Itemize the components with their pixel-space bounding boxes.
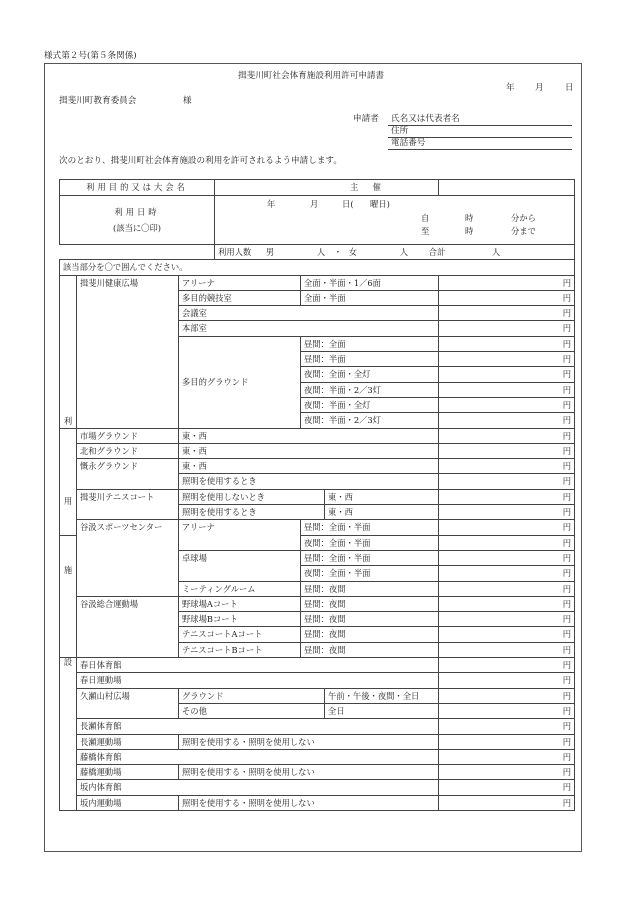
instruction: 該当部分を〇で囲んでください。 [60,260,575,275]
yen: 円 [439,520,575,535]
yen: 円 [439,749,575,764]
side-label-2 [60,428,77,535]
nagase-light-opts[interactable]: 照明を使用する・照明を使用しない [179,734,439,749]
yen: 円 [439,765,575,780]
yen: 円 [439,275,575,290]
kenko-multi-ground: 多目的グラウンド [179,336,301,428]
kenko-arena-opts[interactable]: 全面・半面・1／6面 [301,275,439,290]
yen: 円 [439,443,575,458]
date-input[interactable] [215,196,575,245]
kyuei-opts[interactable]: 東・西 [179,459,439,474]
side-label-2-text: 用 [63,496,73,507]
yen: 円 [439,535,575,550]
facility-kasuga-ground[interactable]: 春日運動場 [77,673,439,688]
yen: 円 [439,550,575,565]
kenko-multi-hall-opts[interactable]: 全面・半面 [301,290,439,305]
yen: 円 [439,459,575,474]
applicant-address-label: 住所 [391,126,409,136]
kitawa-opts[interactable]: 東・西 [179,443,439,458]
facility-fujihashi-ground: 藤橋運動場 [77,765,179,780]
sub-court-opts[interactable]: 昼間：夜間 [301,612,439,627]
date-field-hour-from: 時 [465,213,474,223]
count-label: 利用人数 [218,247,252,257]
facility-kenko: 揖斐川健康広場 [77,275,179,428]
purpose-input[interactable] [215,180,439,196]
kenko-multi-hall: 多目的競技室 [179,290,301,305]
facility-sakauchi-gym[interactable]: 坂内体育館 [77,780,439,795]
date-field-weekday: 曜日) [370,199,390,209]
yen: 円 [439,321,575,336]
facility-kasuga-gym[interactable]: 春日体育館 [77,658,439,673]
count-male: 男 [265,247,275,257]
side-label-3 [60,535,77,657]
date-field-hour-to: 時 [465,226,474,236]
date-month: 月 [535,83,544,93]
sub-court: 野球場Bコート [179,612,301,627]
ground-option[interactable]: 昼間：半面 [301,352,439,367]
ichiba-opts[interactable]: 東・西 [179,428,439,443]
ground-option[interactable]: 夜間：半面・2／3灯 [301,413,439,428]
side-label-4 [60,658,77,811]
yen: 円 [439,795,575,810]
kuse-ground: グラウンド [179,688,325,703]
date-label: 利用日時 [114,206,160,217]
yen: 円 [439,306,575,321]
application-table [59,179,575,811]
applicant-label: 申請者 [353,114,379,124]
kuse-other: その他 [179,703,325,718]
addressee: 揖斐川町教育委員会 [59,96,137,106]
facility-tanigumi-ground: 谷汲総合運動場 [77,596,179,657]
tanigumi-arena-day[interactable]: 昼間：全面・半面 [301,520,439,535]
yen: 円 [439,719,575,734]
sponsor-input[interactable] [439,180,575,196]
count-total-unit: 人 [491,247,501,257]
yen: 円 [439,627,575,642]
sub-court: テニスコートBコート [179,642,301,657]
form-number: 様式第２号(第５条関係) [44,51,137,61]
yen: 円 [439,489,575,504]
date-field-min-from: 分から [511,213,536,223]
yen: 円 [439,367,575,382]
facility-nagase-ground: 長瀬運動場 [77,734,179,749]
yen: 円 [439,612,575,627]
kyuei-light[interactable]: 照明を使用するとき [179,474,439,489]
table-tennis-day[interactable]: 昼間：全面・半面 [301,550,439,565]
facility-kuse: 久瀬山村広場 [77,688,179,719]
yen: 円 [439,596,575,611]
yen: 円 [439,581,575,596]
sub-court: 野球場Aコート [179,596,301,611]
facility-tennis: 揖斐川テニスコート [77,489,179,520]
date-label-cell [60,196,215,245]
tanigumi-arena-night[interactable]: 夜間：全面・半面 [301,535,439,550]
purpose-label: 利用目的又は大会名 [60,180,215,196]
tanigumi-table-tennis: 卓球場 [179,550,301,581]
yen: 円 [439,673,575,688]
honorific: 様 [183,96,192,106]
intro-text: 次のとおり、揖斐川町社会体育施設の利用を許可されるよう申請します。 [59,156,342,166]
ground-option[interactable]: 夜間：全面・全灯 [301,367,439,382]
date-note: (該当に〇印) [113,223,161,233]
date-field-year: 年 [267,199,276,209]
ground-option[interactable]: 夜間：半面・全灯 [301,397,439,412]
tanigumi-meeting-room: ミーティングルーム [179,581,301,596]
date-field-min-to: 分まで [511,226,536,236]
sponsor-label: 主 催 [350,182,384,192]
side-label-1: 利 [60,275,77,428]
count-female: 女 [348,247,358,257]
yen: 円 [439,397,575,412]
meeting-room-opts[interactable]: 昼間：夜間 [301,581,439,596]
date-field-to: 至 [421,226,430,236]
facility-fujihashi-gym[interactable]: 藤橋体育館 [77,749,439,764]
count-row[interactable] [215,245,575,260]
fujihashi-light-opts[interactable]: 照明を使用する・照明を使用しない [179,765,439,780]
sakauchi-light-opts[interactable]: 照明を使用する・照明を使用しない [179,795,439,810]
facility-kyuei: 慨永グラウンド [77,459,179,490]
date-year: 年 [506,83,515,93]
applicant-phone-label: 電話番号 [391,138,426,148]
facility-kitawa: 北和グラウンド [77,443,179,458]
date-field-day: 日( [342,199,354,209]
tennis-no-light[interactable]: 照明を使用しないとき [179,489,325,504]
applicant-name-label: 氏名又は代表者名 [391,114,460,124]
date-day: 日 [565,83,574,93]
yen: 円 [439,474,575,489]
date-field-month: 月 [310,199,319,209]
yen: 円 [439,780,575,795]
yen: 円 [439,703,575,718]
count-dot: ・ [333,247,343,257]
count-female-unit: 人 [399,247,408,257]
yen: 円 [439,642,575,657]
kenko-arena: アリーナ [179,275,301,290]
sub-court-opts[interactable]: 昼間：夜間 [301,627,439,642]
kenko-main-room[interactable]: 本部室 [179,321,439,336]
count-male-unit: 人 [316,247,326,257]
facility-ichiba: 市場グラウンド [77,428,179,443]
form-title: 揖斐川町社会体育施設利用許可申請書 [238,71,385,81]
ground-option[interactable]: 夜間：半面・2／3灯 [301,382,439,397]
yen: 円 [439,658,575,673]
side-label-4-text: 設 [63,657,73,668]
sub-court-opts[interactable]: 昼間：夜間 [301,596,439,611]
kuse-other-opts[interactable]: 全日 [325,703,439,718]
kuse-ground-opts[interactable]: 午前・午後・夜間・全日 [325,688,439,703]
yen: 円 [439,505,575,520]
date-field-from: 自 [421,213,430,223]
yen: 円 [439,428,575,443]
sub-court: テニスコートAコート [179,627,301,642]
tennis-no-light-opts[interactable]: 東・西 [325,489,439,504]
applicant-phone-line[interactable] [388,149,572,150]
yen: 円 [439,734,575,749]
ground-option[interactable]: 昼間：全面 [301,336,439,351]
yen: 円 [439,336,575,351]
applicant-name-line[interactable] [388,125,572,126]
yen: 円 [439,688,575,703]
facility-nagase-gym[interactable]: 長瀬体育館 [77,719,439,734]
yen: 円 [439,290,575,305]
facility-sakauchi-ground: 坂内運動場 [77,795,179,810]
kenko-meeting-room[interactable]: 会議室 [179,306,439,321]
yen: 円 [439,382,575,397]
facility-tanigumi-sports: 谷汲スポーツセンター [77,520,179,596]
sub-court-opts[interactable]: 昼間：夜間 [301,642,439,657]
tennis-light-opts[interactable]: 東・西 [325,505,439,520]
yen: 円 [439,566,575,581]
side-label-3-text: 施 [63,564,73,575]
yen: 円 [439,413,575,428]
tanigumi-arena: アリーナ [179,520,301,551]
yen: 円 [439,352,575,367]
count-total: 合計 [428,247,446,257]
table-tennis-night[interactable]: 夜間：全面・半面 [301,566,439,581]
tennis-light[interactable]: 照明を使用するとき [179,505,325,520]
